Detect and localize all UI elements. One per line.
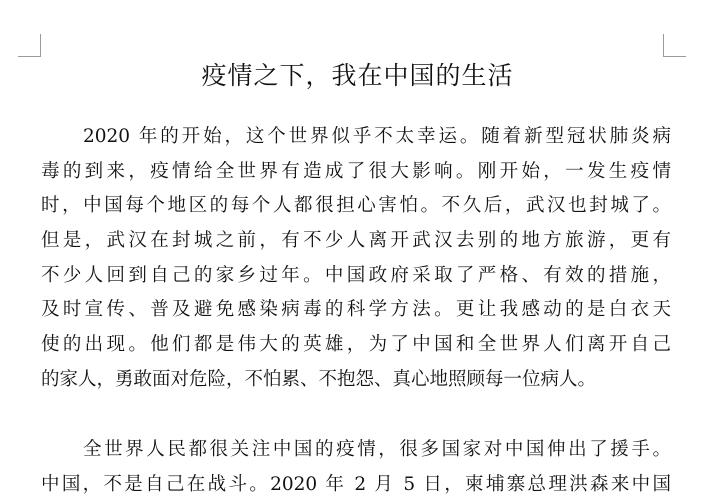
paragraph-1 — [41, 120, 671, 398]
paragraph-line: 全世界人民都很关注中国的疫情，很多国家对中国伸出了援手。 — [83, 439, 671, 460]
paragraph-line: 中国，不是自己在战斗。2020 年 2 月 5 日，柬埔寨总理洪森来中国 — [41, 473, 671, 495]
paragraph-line: 及时宣传、普及避免感染病毒的科学方法。更让我感动的是白衣天 — [41, 299, 671, 321]
paragraph-line: 使的出现。他们都是伟大的英雄，为了中国和全世界人们离开自己 — [41, 334, 671, 356]
top-right-margin-marker — [663, 34, 686, 57]
paragraph-2 — [41, 433, 671, 502]
paragraph-line: 但是，武汉在封城之前，有不少人离开武汉去别的地方旅游，更有 — [41, 230, 671, 252]
paragraph-line: 时，中国每个地区的每个人都很担心害怕。不久后，武汉也封城了。 — [41, 195, 671, 217]
paragraph-line: 的家人，勇敢面对危险，不怕累、不抱怨、真心地照顾每一位病人。 — [41, 368, 597, 390]
top-left-margin-marker — [18, 34, 41, 57]
paragraph-line: 2020 年的开始，这个世界似乎不太幸运。随着新型冠状肺炎病 — [83, 126, 671, 147]
paragraph-line: 不少人回到自己的家乡过年。中国政府采取了严格、有效的措施， — [41, 264, 671, 286]
paragraph-line: 毒的到来，疫情给全世界有造成了很大影响。刚开始，一发生疫情 — [41, 160, 671, 182]
document-title: 疫情之下，我在中国的生活 — [201, 61, 514, 90]
